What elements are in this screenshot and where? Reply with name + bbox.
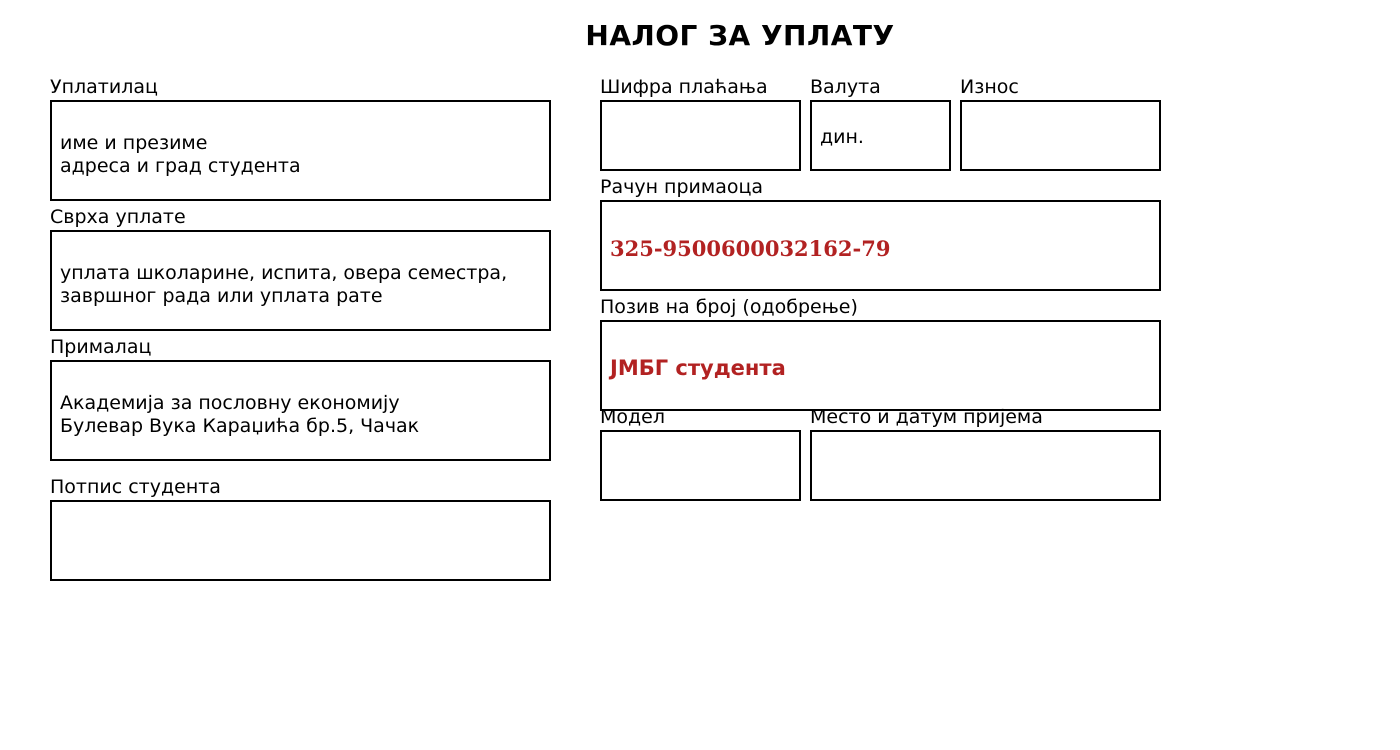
account-number-text: 325-9500600032162-79 [610, 236, 891, 261]
amount-label: Износ [960, 76, 1019, 98]
form-title: НАЛОГ ЗА УПЛАТУ [585, 19, 895, 52]
reference-label: Позив на број (одобрење) [600, 296, 858, 318]
signature-field[interactable] [50, 500, 551, 581]
purpose-label: Сврха уплате [50, 206, 186, 228]
recipient-address-text: Булевар Вука Караџића бр.5, Чачак [60, 415, 420, 437]
purpose-field[interactable] [50, 230, 551, 331]
payment-code-field[interactable] [600, 100, 801, 171]
recipient-name-text: Академија за пословну економију [60, 392, 400, 414]
purpose-line2-text: завршног рада или уплата рате [60, 285, 383, 307]
model-field[interactable] [600, 430, 801, 501]
recipient-label: Прималац [50, 336, 152, 358]
currency-field[interactable] [810, 100, 951, 171]
currency-label: Валута [810, 76, 881, 98]
currency-value: дин. [820, 126, 864, 148]
reference-field[interactable] [600, 320, 1161, 411]
signature-label: Потпис студента [50, 476, 221, 498]
model-label: Модел [600, 406, 665, 428]
reference-number-text: ЈМБГ студента [610, 356, 786, 380]
place-date-label: Место и датум пријема [810, 406, 1043, 428]
purpose-line1-text: уплата школарине, испита, овера семестра, [60, 262, 508, 284]
place-date-field[interactable] [810, 430, 1161, 501]
account-label: Рачун примаоца [600, 176, 764, 198]
payer-field[interactable] [50, 100, 551, 201]
account-field[interactable] [600, 200, 1161, 291]
payment-code-label: Шифра плаћања [600, 76, 768, 98]
payer-address-text: адреса и град студента [60, 155, 301, 177]
amount-field[interactable] [960, 100, 1161, 171]
payer-label: Уплатилац [50, 76, 158, 98]
recipient-field[interactable] [50, 360, 551, 461]
payer-name-text: име и презиме [60, 132, 208, 154]
